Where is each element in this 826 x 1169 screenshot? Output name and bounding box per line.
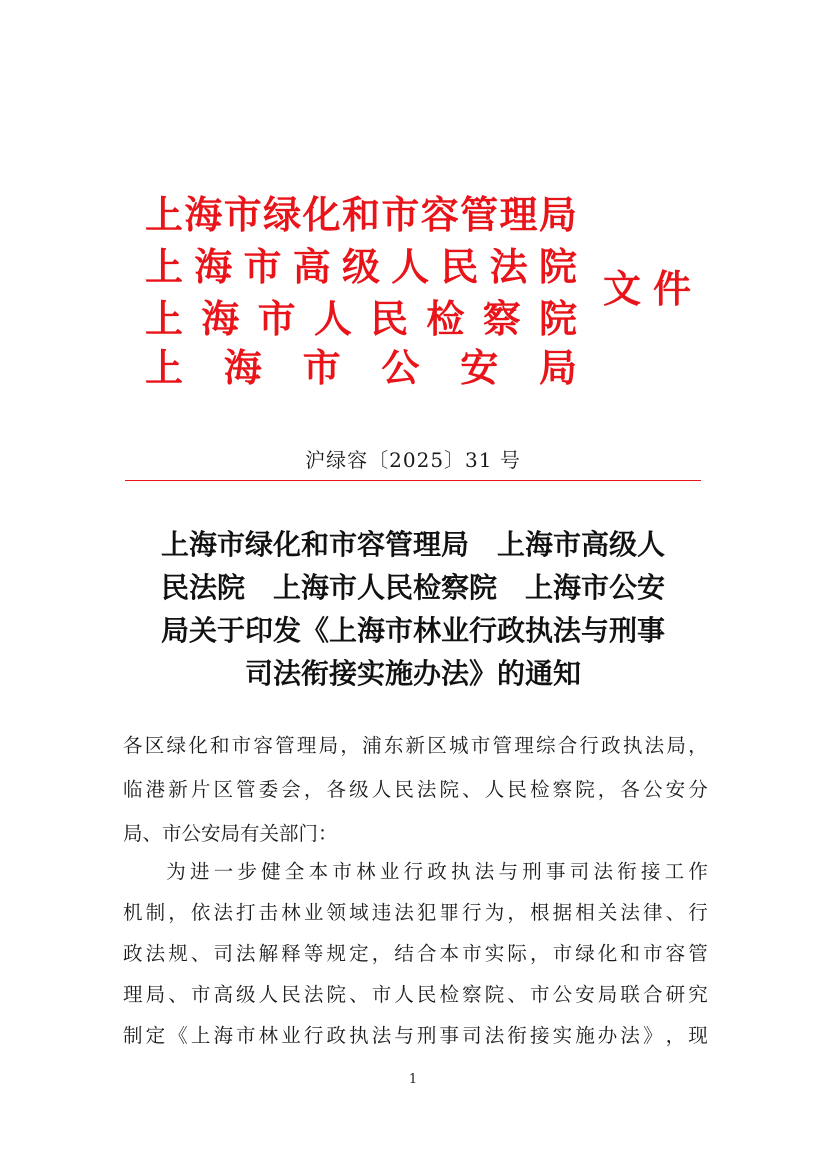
text-glyph: 衔: [617, 860, 637, 883]
text-glyph: [123, 857, 162, 887]
text-glyph: 释: [281, 942, 301, 965]
document-number: 沪绿容〔2025〕31 号: [305, 448, 521, 472]
text-glyph: 》: [643, 1024, 663, 1047]
text-glyph: 违: [371, 901, 392, 924]
text-glyph: 高: [213, 983, 233, 1006]
text-glyph: 市: [529, 983, 550, 1006]
text-glyph: 研: [665, 983, 686, 1006]
text-glyph: 民: [507, 778, 527, 801]
text-glyph: 规: [168, 942, 188, 965]
text-glyph: 执: [451, 860, 471, 883]
text-glyph: 新: [168, 778, 188, 801]
text-glyph: 各: [123, 734, 143, 757]
text-glyph: 法: [474, 860, 495, 883]
text-glyph: 规: [326, 942, 346, 965]
text-glyph: 民: [440, 245, 479, 289]
text-glyph: 工: [664, 860, 685, 883]
text-glyph: 林: [356, 860, 376, 883]
body-line: 局、市公安局有关部门：: [123, 822, 338, 845]
text-glyph: 刑: [416, 1024, 437, 1047]
text-glyph: 现: [688, 1024, 708, 1047]
text-glyph: 安: [665, 778, 686, 801]
text-glyph: 检: [529, 778, 550, 801]
text-glyph: 院: [575, 778, 595, 801]
text-glyph: 化: [188, 734, 208, 757]
text-glyph: 文: [603, 267, 642, 311]
text-glyph: 林: [258, 1024, 279, 1047]
text-glyph: ，: [529, 942, 550, 965]
text-glyph: 上: [145, 193, 184, 237]
text-glyph: 管: [492, 734, 512, 757]
text-glyph: 行: [579, 734, 599, 757]
text-glyph: 管: [275, 734, 295, 757]
text-glyph: 法: [620, 1024, 640, 1047]
text-glyph: 市: [231, 734, 252, 757]
text-glyph: 本: [308, 860, 329, 883]
text-glyph: 上: [145, 297, 184, 341]
title-line: 司法衔接实施办法》的通知: [244, 657, 581, 690]
text-glyph: ，: [371, 942, 392, 965]
text-glyph: 全: [284, 860, 305, 883]
document-title: [120, 523, 706, 695]
text-glyph: 等: [303, 942, 324, 965]
text-glyph: 行: [688, 901, 708, 924]
text-glyph: 民: [370, 297, 409, 341]
title-line: 局关于印发《上海市林业行政执法与刑事: [160, 614, 665, 647]
text-glyph: 相: [575, 901, 595, 924]
text-glyph: 法: [644, 734, 665, 757]
text-glyph: 区: [427, 734, 447, 757]
text-glyph: 局: [538, 346, 577, 390]
text-glyph: 为: [166, 860, 186, 883]
body-line: [123, 857, 708, 887]
text-glyph: 法: [394, 901, 414, 924]
text-glyph: 合: [557, 734, 578, 757]
text-glyph: 人: [394, 983, 414, 1006]
page-number: 1: [408, 1072, 418, 1087]
text-glyph: 本: [439, 942, 460, 965]
body-line: [123, 939, 708, 969]
text-glyph: 、: [462, 778, 482, 801]
text-glyph: 击: [258, 901, 279, 924]
text-glyph: 院: [538, 297, 577, 341]
text-glyph: 管: [236, 778, 256, 801]
text-glyph: 衔: [507, 1024, 527, 1047]
text-glyph: 、: [665, 901, 686, 924]
text-glyph: 公: [552, 983, 573, 1006]
text-glyph: ，: [507, 901, 527, 924]
text-glyph: 市: [243, 245, 282, 289]
text-glyph: 、: [190, 942, 211, 965]
text-glyph: 和: [620, 942, 640, 965]
text-glyph: 院: [484, 983, 505, 1006]
text-glyph: 安: [460, 346, 499, 390]
text-glyph: 检: [439, 983, 460, 1006]
text-glyph: 综: [535, 734, 556, 757]
text-glyph: 事: [545, 860, 566, 883]
text-glyph: 海: [194, 245, 233, 289]
text-glyph: 法: [303, 983, 324, 1006]
text-glyph: 管: [688, 942, 708, 965]
text-glyph: 办: [597, 1024, 618, 1047]
text-glyph: 级: [349, 778, 369, 801]
text-glyph: ，: [340, 734, 360, 757]
text-glyph: 高: [292, 245, 331, 289]
text-glyph: 局: [318, 734, 339, 757]
text-glyph: 院: [538, 245, 577, 289]
text-glyph: 域: [349, 901, 369, 924]
text-glyph: 、: [168, 983, 188, 1006]
text-glyph: 市: [552, 942, 573, 965]
text-glyph: 市: [470, 734, 491, 757]
text-glyph: 制: [123, 1024, 143, 1047]
body-line: [123, 980, 708, 1010]
text-glyph: 绿: [575, 942, 595, 965]
text-glyph: 施: [575, 1024, 595, 1047]
text-glyph: 司: [213, 942, 233, 965]
text-glyph: 区: [213, 778, 233, 801]
text-glyph: 容: [253, 734, 273, 757]
text-glyph: 政: [427, 860, 447, 883]
text-glyph: 民: [394, 778, 414, 801]
text-glyph: 步: [237, 860, 257, 883]
text-glyph: 局: [145, 983, 166, 1006]
text-glyph: 市: [190, 983, 211, 1006]
text-glyph: 究: [688, 983, 708, 1006]
text-glyph: 法: [416, 778, 437, 801]
text-glyph: 片: [190, 778, 211, 801]
text-glyph: 合: [643, 983, 663, 1006]
issuer-name-high-court: [145, 244, 577, 290]
text-glyph: 罪: [439, 901, 460, 924]
text-glyph: 安: [575, 983, 595, 1006]
text-glyph: 刑: [522, 860, 542, 883]
text-glyph: 和: [341, 193, 380, 237]
text-glyph: 市: [371, 983, 392, 1006]
red-divider-line: [125, 480, 701, 481]
text-glyph: 会: [281, 778, 301, 801]
text-glyph: 法: [620, 901, 640, 924]
text-glyph: ，: [688, 734, 708, 757]
text-glyph: 检: [426, 297, 465, 341]
text-glyph: 关: [597, 901, 618, 924]
text-glyph: 理: [296, 734, 317, 757]
text-glyph: 根: [529, 901, 550, 924]
text-glyph: 级: [341, 245, 380, 289]
text-glyph: ，: [168, 901, 188, 924]
text-glyph: 律: [643, 901, 663, 924]
text-glyph: 区: [144, 734, 165, 757]
text-glyph: 为: [484, 901, 505, 924]
text-glyph: 合: [416, 942, 437, 965]
issuer-name-greening-bureau: [145, 192, 577, 238]
text-glyph: 事: [439, 1024, 460, 1047]
text-glyph: 司: [462, 1024, 482, 1047]
text-glyph: 政: [123, 942, 143, 965]
text-glyph: 据: [552, 901, 573, 924]
text-glyph: 司: [569, 860, 590, 883]
text-glyph: 市: [643, 942, 663, 965]
text-glyph: 业: [281, 1024, 301, 1047]
text-glyph: 、: [349, 983, 369, 1006]
title-line: 民法院 上海市人民检察院 上海市公安: [160, 571, 665, 604]
text-glyph: 各: [620, 778, 640, 801]
text-glyph: 健: [261, 860, 281, 883]
text-glyph: 法: [145, 942, 166, 965]
text-glyph: 容: [665, 942, 686, 965]
text-glyph: 法: [236, 942, 256, 965]
text-glyph: 化: [597, 942, 618, 965]
title-line: 上海市绿化和市容管理局 上海市高级人: [160, 528, 665, 561]
text-glyph: 政: [326, 1024, 346, 1047]
text-glyph: 《: [168, 1024, 188, 1047]
text-glyph: 接: [640, 860, 661, 883]
text-glyph: 行: [462, 901, 482, 924]
text-glyph: 领: [326, 901, 346, 924]
text-glyph: 局: [597, 983, 618, 1006]
text-glyph: 人: [313, 297, 352, 341]
text-glyph: 定: [349, 942, 369, 965]
text-glyph: 管: [460, 193, 499, 237]
text-glyph: 各: [326, 778, 346, 801]
text-glyph: 件: [652, 267, 691, 311]
text-glyph: 定: [145, 1024, 166, 1047]
text-glyph: 林: [281, 901, 301, 924]
text-glyph: 理: [499, 193, 538, 237]
text-glyph: 浦: [362, 734, 382, 757]
text-glyph: 公: [643, 778, 663, 801]
text-glyph: 绿: [263, 193, 302, 237]
text-glyph: 城: [449, 734, 469, 757]
text-glyph: 实: [484, 942, 505, 965]
text-glyph: 察: [462, 983, 482, 1006]
text-glyph: 人: [258, 983, 279, 1006]
text-glyph: 作: [688, 860, 708, 883]
text-glyph: 海: [213, 1024, 233, 1047]
text-glyph: 东: [383, 734, 404, 757]
text-glyph: 依: [190, 901, 211, 924]
text-glyph: 理: [514, 734, 534, 757]
text-glyph: 海: [223, 346, 262, 390]
body-line: [123, 1021, 708, 1051]
text-glyph: 上: [145, 245, 184, 289]
text-glyph: 和: [209, 734, 230, 757]
letterhead-document-suffix: [603, 266, 691, 312]
text-glyph: 打: [236, 901, 256, 924]
text-glyph: 犯: [416, 901, 437, 924]
text-glyph: 绿: [166, 734, 186, 757]
text-glyph: 执: [349, 1024, 369, 1047]
text-glyph: 委: [258, 778, 279, 801]
text-glyph: 行: [303, 1024, 324, 1047]
text-glyph: 与: [498, 860, 519, 883]
text-glyph: 法: [213, 901, 233, 924]
text-glyph: 局: [538, 193, 577, 237]
issuer-name-procuratorate: [145, 296, 577, 342]
text-glyph: 法: [489, 245, 528, 289]
text-glyph: 察: [482, 297, 521, 341]
text-glyph: 分: [688, 778, 708, 801]
text-glyph: 市: [302, 346, 341, 390]
text-glyph: 人: [371, 778, 392, 801]
text-glyph: ，: [597, 778, 618, 801]
text-glyph: 机: [123, 901, 143, 924]
text-glyph: 与: [394, 1024, 414, 1047]
text-glyph: 市: [462, 942, 482, 965]
text-glyph: 解: [258, 942, 279, 965]
text-glyph: 结: [394, 942, 414, 965]
text-glyph: 进: [189, 860, 210, 883]
text-glyph: 法: [484, 1024, 505, 1047]
text-glyph: 院: [439, 778, 460, 801]
text-glyph: 政: [601, 734, 621, 757]
text-glyph: 市: [236, 1024, 256, 1047]
text-glyph: 上: [145, 346, 184, 390]
text-glyph: 化: [302, 193, 341, 237]
text-glyph: 人: [391, 245, 430, 289]
text-glyph: 理: [123, 983, 143, 1006]
text-glyph: 上: [190, 1024, 211, 1047]
text-glyph: 执: [622, 734, 643, 757]
text-glyph: 联: [620, 983, 640, 1006]
text-glyph: 局: [666, 734, 686, 757]
text-glyph: 接: [529, 1024, 550, 1047]
text-glyph: 人: [484, 778, 505, 801]
text-glyph: 市: [257, 297, 296, 341]
body-line: [123, 898, 708, 928]
text-glyph: 级: [236, 983, 256, 1006]
text-glyph: 港: [145, 778, 166, 801]
body-line: [123, 731, 708, 761]
text-glyph: 海: [184, 193, 223, 237]
body-line: [123, 775, 708, 805]
text-glyph: ，: [303, 778, 324, 801]
text-glyph: ，: [665, 1024, 686, 1047]
text-glyph: 、: [507, 983, 527, 1006]
text-glyph: 际: [507, 942, 527, 965]
text-glyph: 民: [416, 983, 437, 1006]
text-glyph: 察: [552, 778, 573, 801]
text-glyph: 市: [223, 193, 262, 237]
issuer-name-public-security: [145, 345, 577, 391]
text-glyph: 业: [379, 860, 400, 883]
text-glyph: 新: [405, 734, 426, 757]
text-glyph: 法: [593, 860, 613, 883]
text-glyph: 市: [332, 860, 352, 883]
text-glyph: 公: [381, 346, 420, 390]
text-glyph: 民: [281, 983, 301, 1006]
text-glyph: 一: [213, 860, 234, 883]
text-glyph: 业: [303, 901, 324, 924]
text-glyph: 制: [145, 901, 166, 924]
text-glyph: 临: [123, 778, 143, 801]
text-glyph: 海: [201, 297, 240, 341]
text-glyph: 容: [420, 193, 459, 237]
text-glyph: 市: [381, 193, 420, 237]
text-glyph: 实: [552, 1024, 573, 1047]
text-glyph: 法: [371, 1024, 392, 1047]
text-glyph: 院: [326, 983, 346, 1006]
text-glyph: 行: [403, 860, 424, 883]
